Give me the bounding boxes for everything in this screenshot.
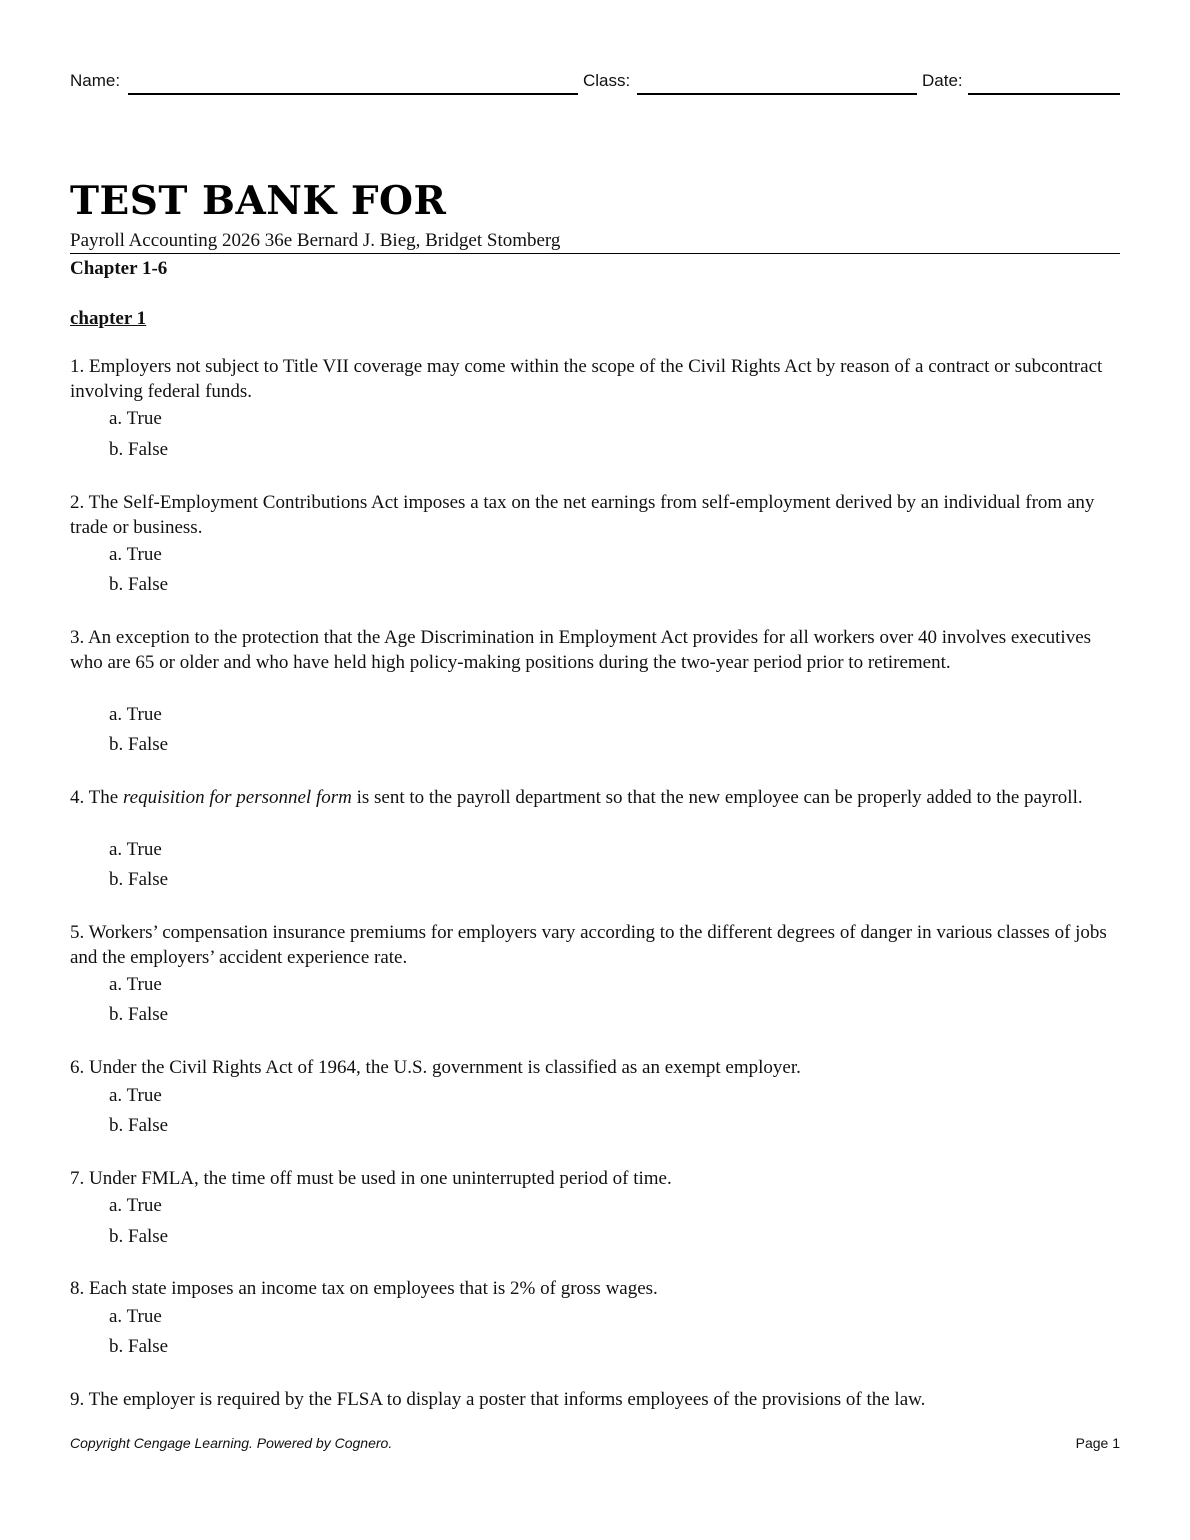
name-field[interactable] xyxy=(70,71,120,91)
name-blank-line[interactable] xyxy=(128,93,578,95)
page-title: TEST BANK FOR xyxy=(70,178,447,224)
question-4-italic-term: requisition for personnel form xyxy=(122,787,352,808)
question-5: 5. Workers’ compensation insurance premiums for employers vary according to the different degrees of danger in various classes of jobs and the employers’ accident experience rate. xyxy=(70,922,1107,968)
question-5-option-b[interactable]: b. False xyxy=(109,1004,169,1025)
question-6-option-a[interactable]: a. True xyxy=(109,1085,162,1106)
question-7: 7. Under FMLA, the time off must be used in one uninterrupted period of time. xyxy=(70,1168,672,1189)
question-4-suffix: is sent to the payroll department so that the new employee can be properly added to the payroll. xyxy=(351,787,1083,808)
question-8-option-b[interactable]: b. False xyxy=(109,1336,169,1357)
chapter-range: Chapter 1-6 xyxy=(70,258,168,279)
question-2-option-a[interactable]: a. True xyxy=(109,544,162,565)
question-9: 9. The employer is required by the FLSA to display a poster that informs employees of the provisions of the law. xyxy=(70,1389,926,1410)
footer-copyright: Copyright Cengage Learning. Powered by Cognero. xyxy=(70,1435,393,1451)
section-title: chapter 1 xyxy=(70,308,147,329)
question-5-option-a[interactable]: a. True xyxy=(109,974,162,995)
class-blank-line[interactable] xyxy=(637,93,917,95)
student-info-header xyxy=(70,71,1120,95)
question-6: 6. Under the Civil Rights Act of 1964, the U.S. government is classified as an exempt employer. xyxy=(70,1057,801,1078)
question-7-option-a[interactable]: a. True xyxy=(109,1195,162,1216)
class-label: Class: xyxy=(583,71,631,90)
question-4-option-b[interactable]: b. False xyxy=(109,869,169,890)
question-7-option-b[interactable]: b. False xyxy=(109,1226,169,1247)
question-1-option-b[interactable]: b. False xyxy=(109,439,169,460)
question-2-option-b[interactable]: b. False xyxy=(109,574,169,595)
question-4-option-a[interactable]: a. True xyxy=(109,839,162,860)
date-blank-line[interactable] xyxy=(968,93,1120,95)
question-8-option-a[interactable]: a. True xyxy=(109,1306,162,1327)
question-4 xyxy=(70,786,1120,811)
book-subtitle: Payroll Accounting 2026 36e Bernard J. Bieg, Bridget Stomberg xyxy=(70,230,1120,254)
date-label: Date: xyxy=(922,71,963,90)
question-4-prefix: 4. The xyxy=(70,787,123,808)
footer-page-number: Page 1 xyxy=(1075,1435,1120,1451)
question-3: 3. An exception to the protection that the Age Discrimination in Employment Act provides for all workers over 40 involves executives who are 65 or older and who have held high policy-making positions during the two-year period prior to retirement. xyxy=(70,627,1092,673)
question-3-option-a[interactable]: a. True xyxy=(109,704,162,725)
question-1: 1. Employers not subject to Title VII coverage may come within the scope of the Civil Rights Act by reason of a contract or subcontract involving federal funds. xyxy=(70,356,1103,402)
question-1-option-a[interactable]: a. True xyxy=(109,408,162,429)
question-6-option-b[interactable]: b. False xyxy=(109,1115,169,1136)
date-field[interactable] xyxy=(922,71,963,91)
question-2: 2. The Self-Employment Contributions Act imposes a tax on the net earnings from self-employment derived by an individual from any trade or business. xyxy=(70,492,1095,538)
question-8: 8. Each state imposes an income tax on employees that is 2% of gross wages. xyxy=(70,1278,658,1299)
name-label: Name: xyxy=(70,71,121,90)
class-field[interactable] xyxy=(583,71,630,91)
question-3-option-b[interactable]: b. False xyxy=(109,734,169,755)
